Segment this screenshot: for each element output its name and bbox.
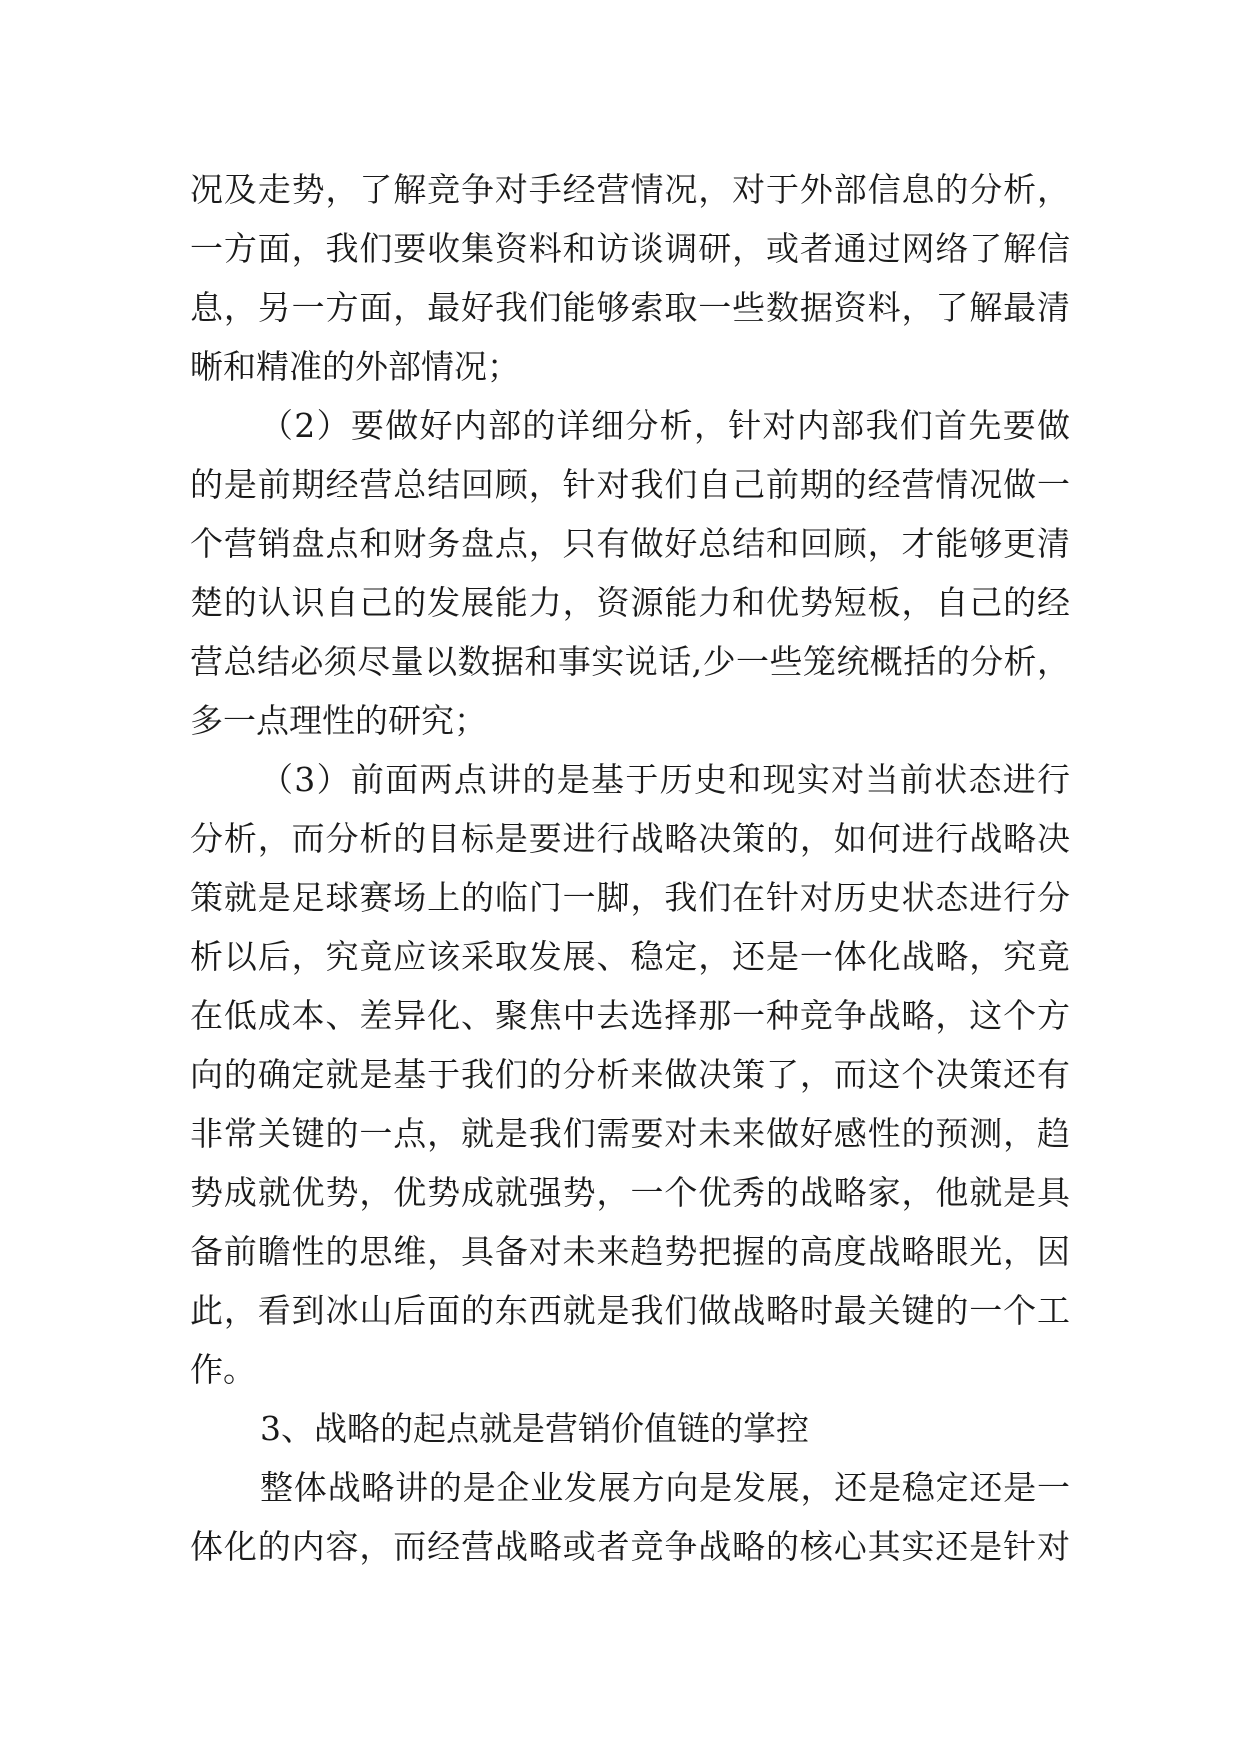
text-line: 楚的认识自己的发展能力，资源能力和优势短板，自己的经 [190, 583, 1070, 622]
text-line: 营总结必须尽量以数据和事实说话,少一些笼统概括的分析， [190, 642, 1070, 681]
text-line: 分析，而分析的目标是要进行战略决策的，如何进行战略决 [190, 819, 1070, 858]
text-line: 一方面，我们要收集资料和访谈调研，或者通过网络了解信 [190, 229, 1070, 268]
text-line: 整体战略讲的是企业发展方向是发展，还是稳定还是一 [260, 1468, 1070, 1507]
text-line: 3、战略的起点就是营销价值链的掌控 [260, 1409, 809, 1448]
text-line: 备前瞻性的思维，具备对未来趋势把握的高度战略眼光，因 [190, 1232, 1070, 1271]
text-line: 在低成本、差异化、聚焦中去选择那一种竞争战略，这个方 [190, 996, 1070, 1035]
text-line: 的是前期经营总结回顾，针对我们自己前期的经营情况做一 [190, 465, 1070, 504]
text-line: 策就是足球赛场上的临门一脚，我们在针对历史状态进行分 [190, 878, 1070, 917]
text-line: 体化的内容，而经营战略或者竞争战略的核心其实还是针对 [190, 1527, 1070, 1566]
text-line: 晰和精准的外部情况； [190, 347, 520, 386]
text-line: 个营销盘点和财务盘点，只有做好总结和回顾，才能够更清 [190, 524, 1070, 563]
text-line: 此，看到冰山后面的东西就是我们做战略时最关键的一个工 [190, 1291, 1070, 1330]
text-line: （2）要做好内部的详细分析，针对内部我们首先要做 [260, 406, 1070, 445]
text-line: 析以后，究竟应该采取发展、稳定，还是一体化战略，究竟 [190, 937, 1070, 976]
text-line: 势成就优势，优势成就强势，一个优秀的战略家，他就是具 [190, 1173, 1070, 1212]
body-text [190, 160, 1070, 1576]
text-line: 非常关键的一点，就是我们需要对未来做好感性的预测，趋 [190, 1114, 1070, 1153]
text-line: 向的确定就是基于我们的分析来做决策了，而这个决策还有 [190, 1055, 1070, 1094]
text-line: 息，另一方面，最好我们能够索取一些数据资料，了解最清 [190, 288, 1070, 327]
text-line: 况及走势，了解竞争对手经营情况，对于外部信息的分析， [190, 170, 1070, 209]
text-line: 作。 [190, 1350, 256, 1389]
text-line: 多一点理性的研究； [190, 701, 487, 740]
text-line: （3）前面两点讲的是基于历史和现实对当前状态进行 [260, 760, 1070, 799]
